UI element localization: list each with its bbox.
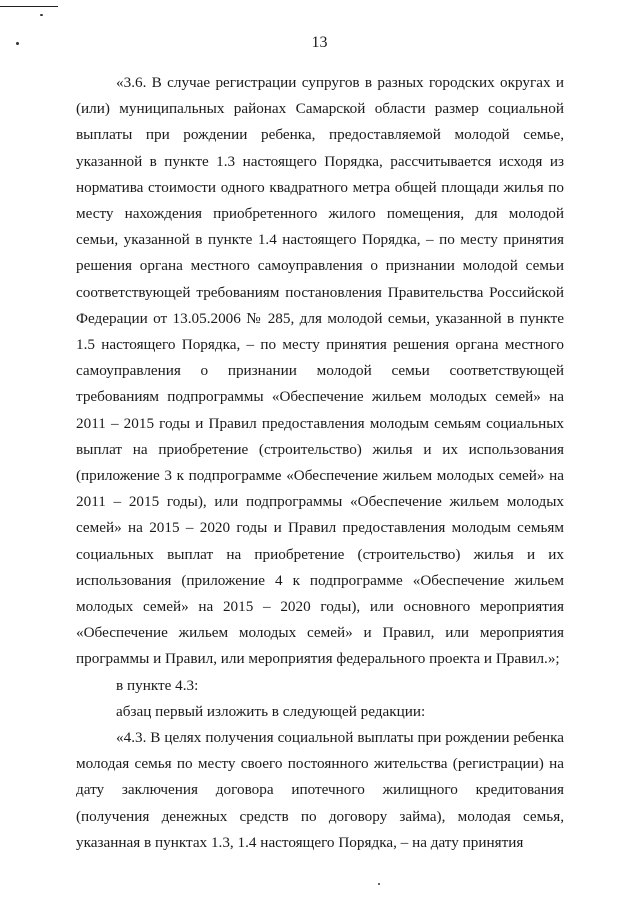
scan-corner-line [0,6,58,7]
scan-speck [40,14,43,16]
paragraph-first-abzac: абзац первый изложить в следующей редакции: [116,702,426,720]
paragraph-3-6: «3.6. В случае регистрации супругов в разных городских округах и (или) муниципальных районах Самарской области размер социальной выплаты при рождении ребенка, предоставляемой молодой семье, указанной в пункте 1.3 настоящего Порядка, рассчитывается исходя из норматива стоимости одного квадратного метра общей площади жилья по месту нахождения приобретенного жилого помещения, для молодой семьи, указанной в пункте 1.4 настоящего Порядка, – по месту принятия решения органа местного самоуправления о признании молодой семьи соответствующей требованиям постановления Правительства Российской Федерации от 13.05.2006 № 285, для молодой семьи, указанной в пункте 1.5 настоящего Порядка, – по месту принятия решения органа местного самоуправления о признании молодой семьи соответствующей требованиям подпрограммы «Обеспечение жильем молодых семей» на 2011 – 2015 годы и Правил предоставления молодым семьям социальных выплат на приобретение (строительство) жилья и их использования (приложение 3 к подпрограмме «Обеспечение жильем молодых семей» на 2011 – 2015 годы), или подпрограммы «Обеспечение жильем молодых семей» на 2015 – 2020 годы и Правил предоставления молодым семьям социальных выплат на приобретение (строительство) жилья и их использования (приложение 4 к подпрограмме «Обеспечение жильем молодых семей» на 2015 – 2020 годы), или основного мероприятия «Обеспечение жильем молодых семей» и Правил, или мероприятия программы и Правил, или мероприятия федерального проекта и Правил.»; [76,74,564,668]
scan-speck [378,883,380,885]
paragraph-point-4-3: в пункте 4.3: [116,676,199,694]
page-number: 13 [311,34,328,51]
document-body [76,70,564,856]
paragraph-4-3: «4.3. В целях получения социальной выплаты при рождении ребенка молодая семья по месту своего постоянного жительства (регистрации) на дату заключения договора ипотечного жилищного кредитования (получения денежных средств по договору займа), молодая семья, указанная в пунктах 1.3, 1.4 настоящего Порядка, – на дату принятия [76,729,564,851]
